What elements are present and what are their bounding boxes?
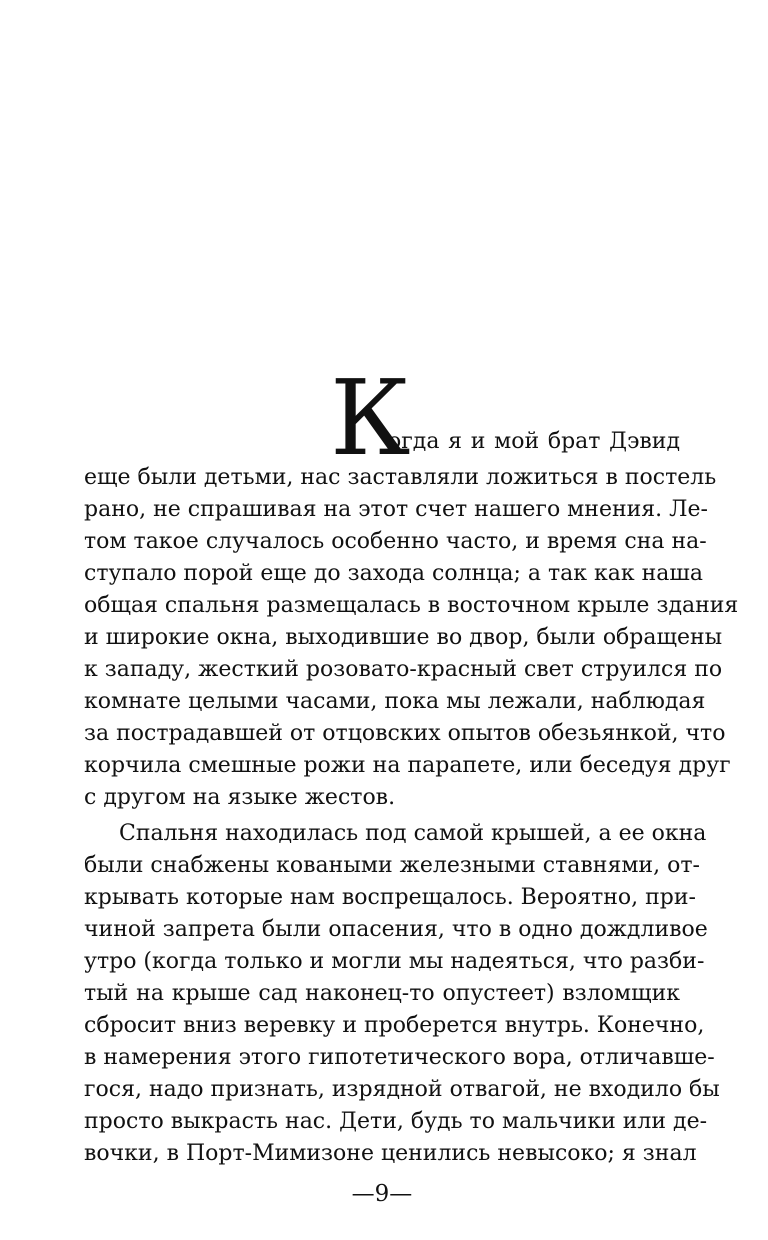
paragraph-1-line-2: еще были детьми, нас заставляли ложиться в постель [84, 465, 717, 490]
paragraph-2-line-1: Спальня находилась под самой крышей, а ее окна [119, 821, 707, 846]
paragraph-1-line-4: том такое случалось особенно часто, и время сна на- [84, 529, 707, 554]
drop-cap: К [330, 357, 411, 479]
book-page [84, 0, 739, 1240]
paragraph-1-line-10: за пострадавшей от отцовских опытов обезьянкой, что [84, 721, 726, 746]
paragraph-1-line-6: общая спальня размещалась в восточном крыле здания [84, 593, 739, 618]
paragraph-2-line-3: крывать которые нам воспрещалось. Вероятно, при- [84, 885, 696, 910]
paragraph-2-line-9: гося, надо признать, изрядной отвагой, не входило бы [84, 1077, 720, 1102]
paragraph-1-line-5: ступало порой еще до захода солнца; а так как наша [84, 561, 703, 586]
paragraph-1-line-1: огда я и мой брат Дэвид [388, 429, 680, 454]
paragraph-1-line-9: комнате целыми часами, пока мы лежали, наблюдая [84, 689, 706, 714]
paragraph-1-line-12: с другом на языке жестов. [84, 785, 396, 810]
paragraph-2-line-8: в намерения этого гипотетического вора, отличавше- [84, 1045, 715, 1070]
paragraph-1-line-3: рано, не спрашивая на этот счет нашего мнения. Ле- [84, 497, 708, 522]
paragraph-1-line-11: корчила смешные рожи на парапете, или беседуя друг [84, 753, 731, 778]
paragraph-2-line-11: вочки, в Порт-Мимизоне ценились невысоко; я знал [84, 1141, 697, 1166]
paragraph-2-line-2: были снабжены коваными железными ставнями, от- [84, 853, 700, 878]
paragraph-1-line-7: и широкие окна, выходившие во двор, были обращены [84, 625, 723, 650]
page-number: —9— [351, 1181, 413, 1207]
paragraph-2-line-5: утро (когда только и могли мы надеяться, что разби- [84, 949, 705, 974]
paragraph-1-line-8: к западу, жесткий розовато-красный свет струился по [84, 657, 723, 682]
paragraph-2-line-10: просто выкрасть нас. Дети, будь то мальчики или де- [84, 1109, 708, 1134]
paragraph-2-line-6: тый на крыше сад наконец-то опустеет) взломщик [84, 981, 680, 1006]
paragraph-2-line-4: чиной запрета были опасения, что в одно дождливое [84, 917, 708, 942]
paragraph-2-line-7: сбросит вниз веревку и проберется внутрь. Конечно, [84, 1013, 705, 1038]
